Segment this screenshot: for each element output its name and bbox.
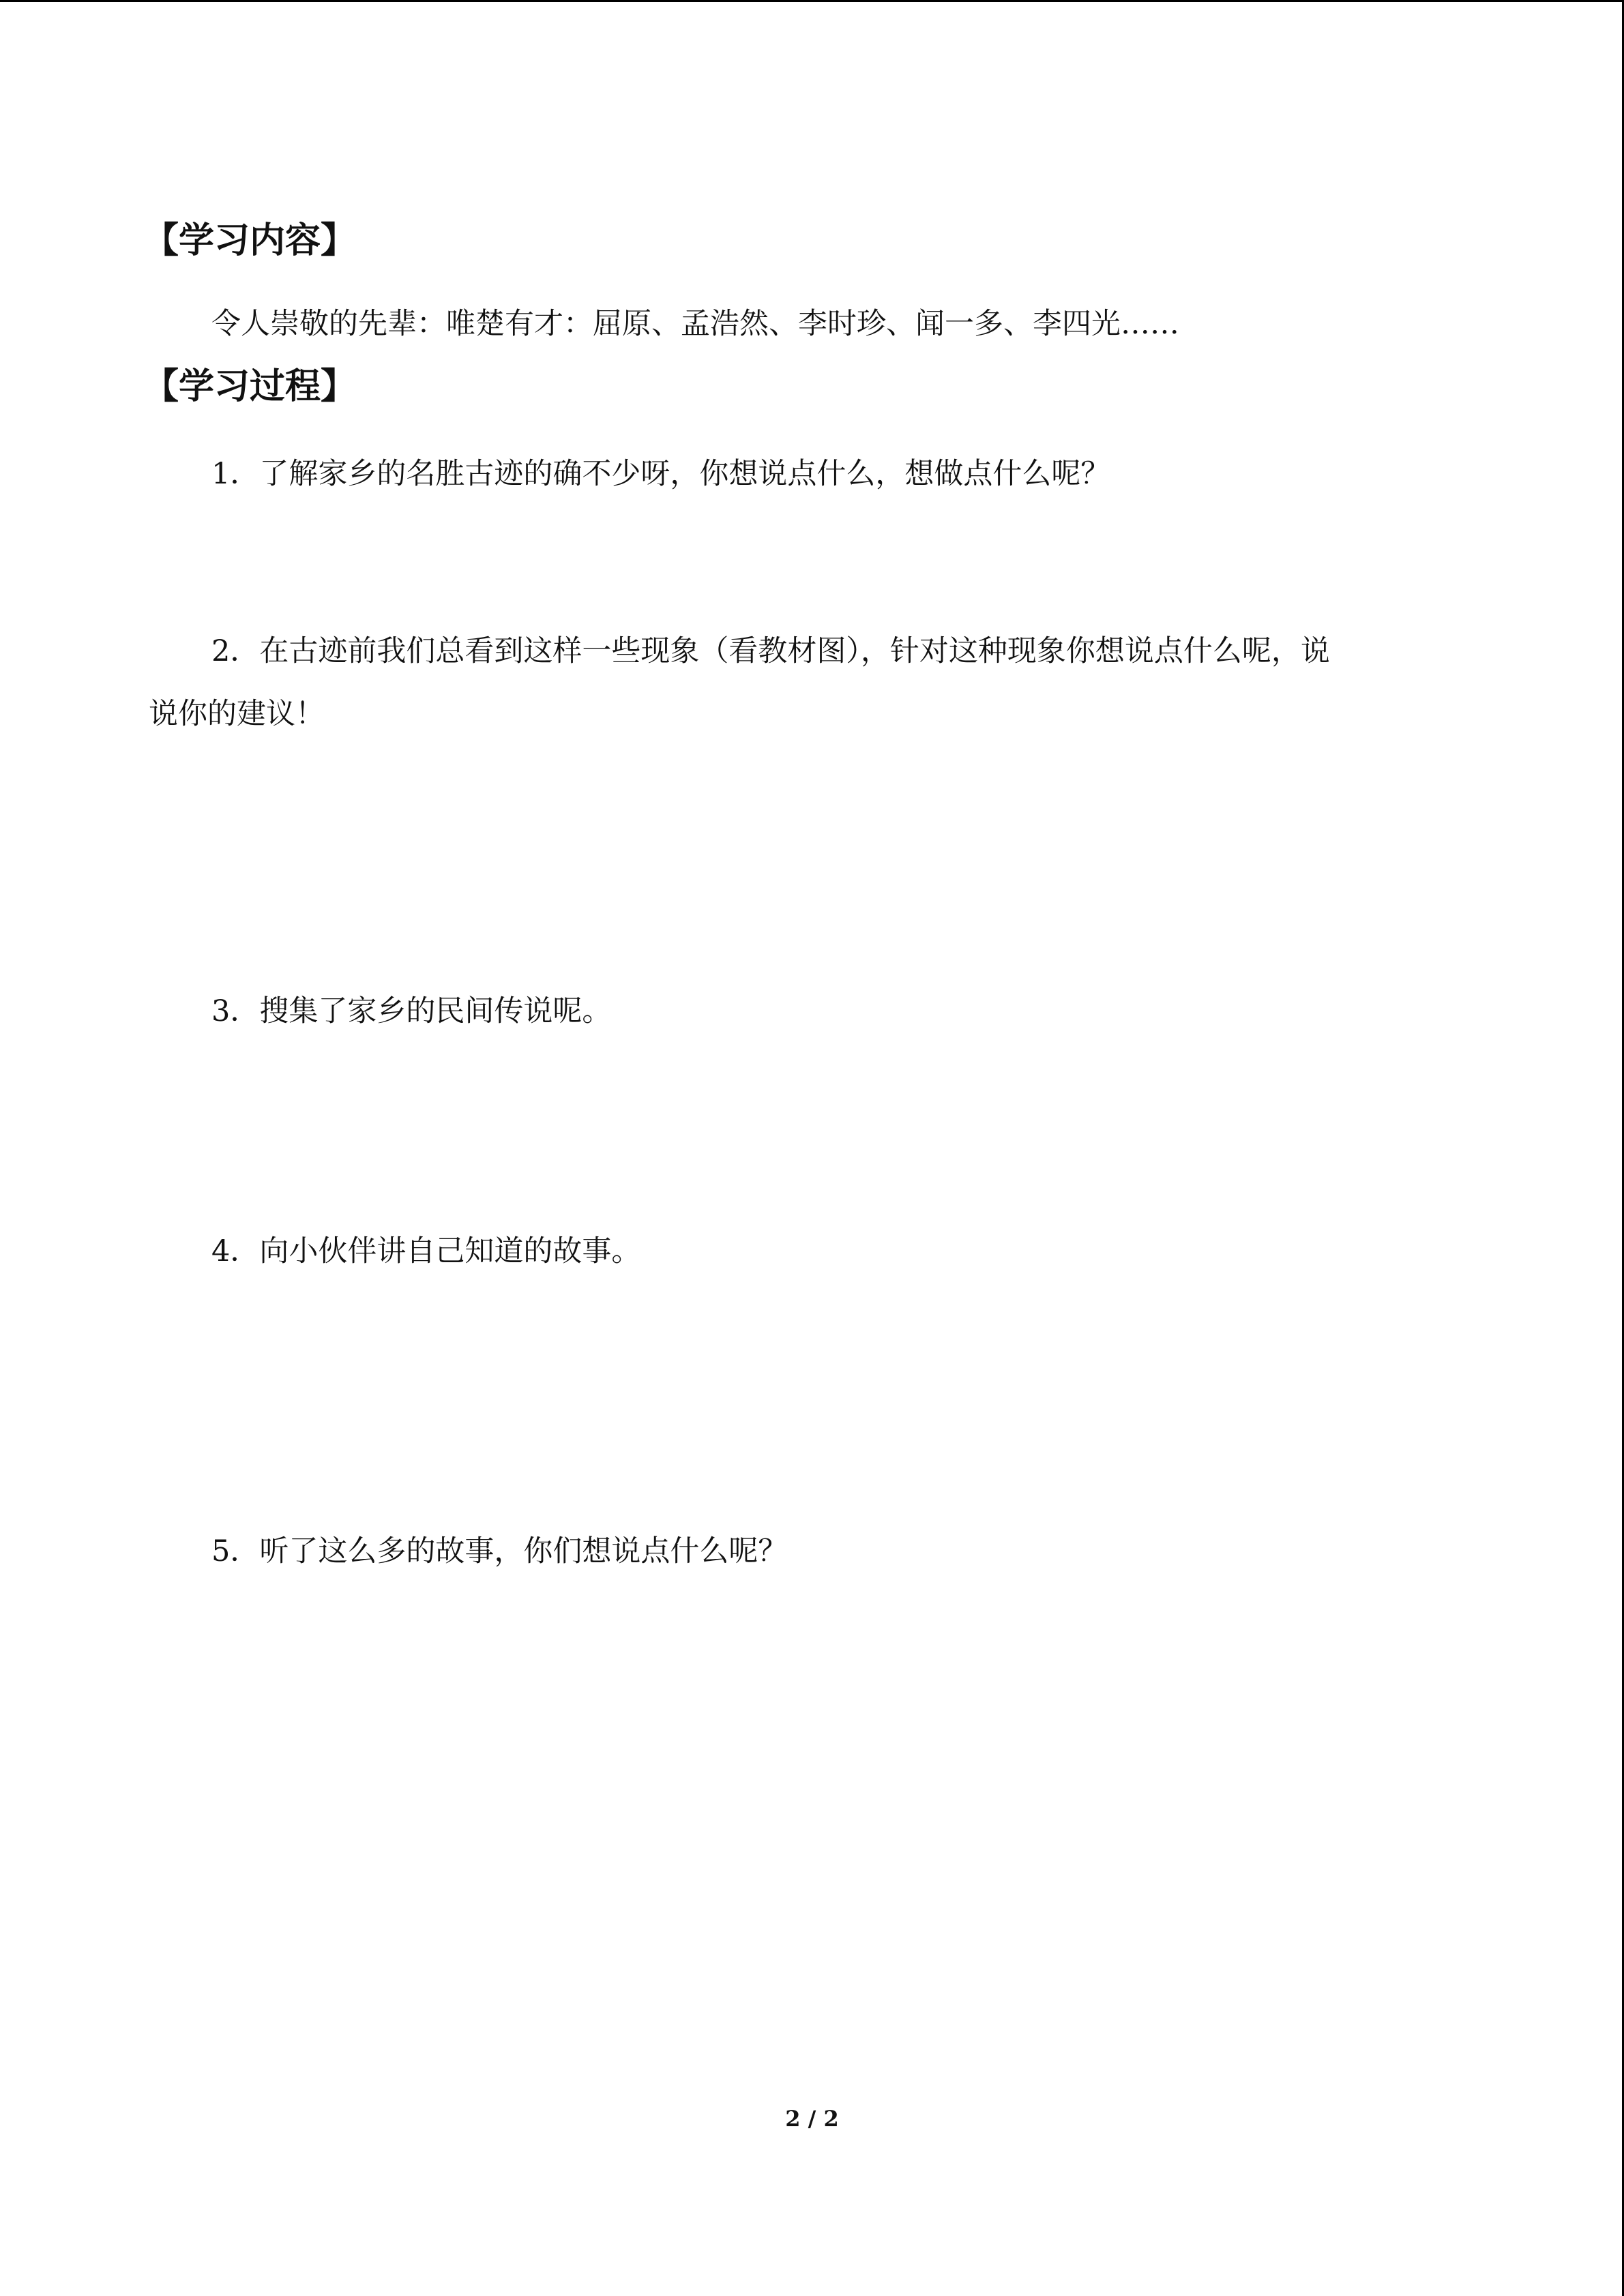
question-2-line-1: 2．在古迹前我们总看到这样一些现象（看教材图），针对这种现象你想说点什么呢，说 [211, 634, 1330, 668]
section-heading-learning-content: 【学习内容】 [143, 220, 357, 261]
page-number: 2 / 2 [785, 2106, 839, 2132]
section-heading-learning-process: 【学习过程】 [143, 366, 357, 407]
learning-content-paragraph: 令人崇敬的先辈：唯楚有才：屈原、孟浩然、李时珍、闻一多、李四光…… [211, 307, 1179, 341]
question-4: 4．向小伙伴讲自己知道的故事。 [211, 1234, 641, 1268]
question-1: 1．了解家乡的名胜古迹的确不少呀，你想说点什么，想做点什么呢？ [211, 457, 1110, 491]
question-5: 5．听了这么多的故事，你们想说点什么呢？ [211, 1534, 788, 1568]
question-2-line-2: 说你的建议！ [149, 697, 325, 731]
question-3: 3．搜集了家乡的民间传说呢。 [211, 994, 612, 1028]
